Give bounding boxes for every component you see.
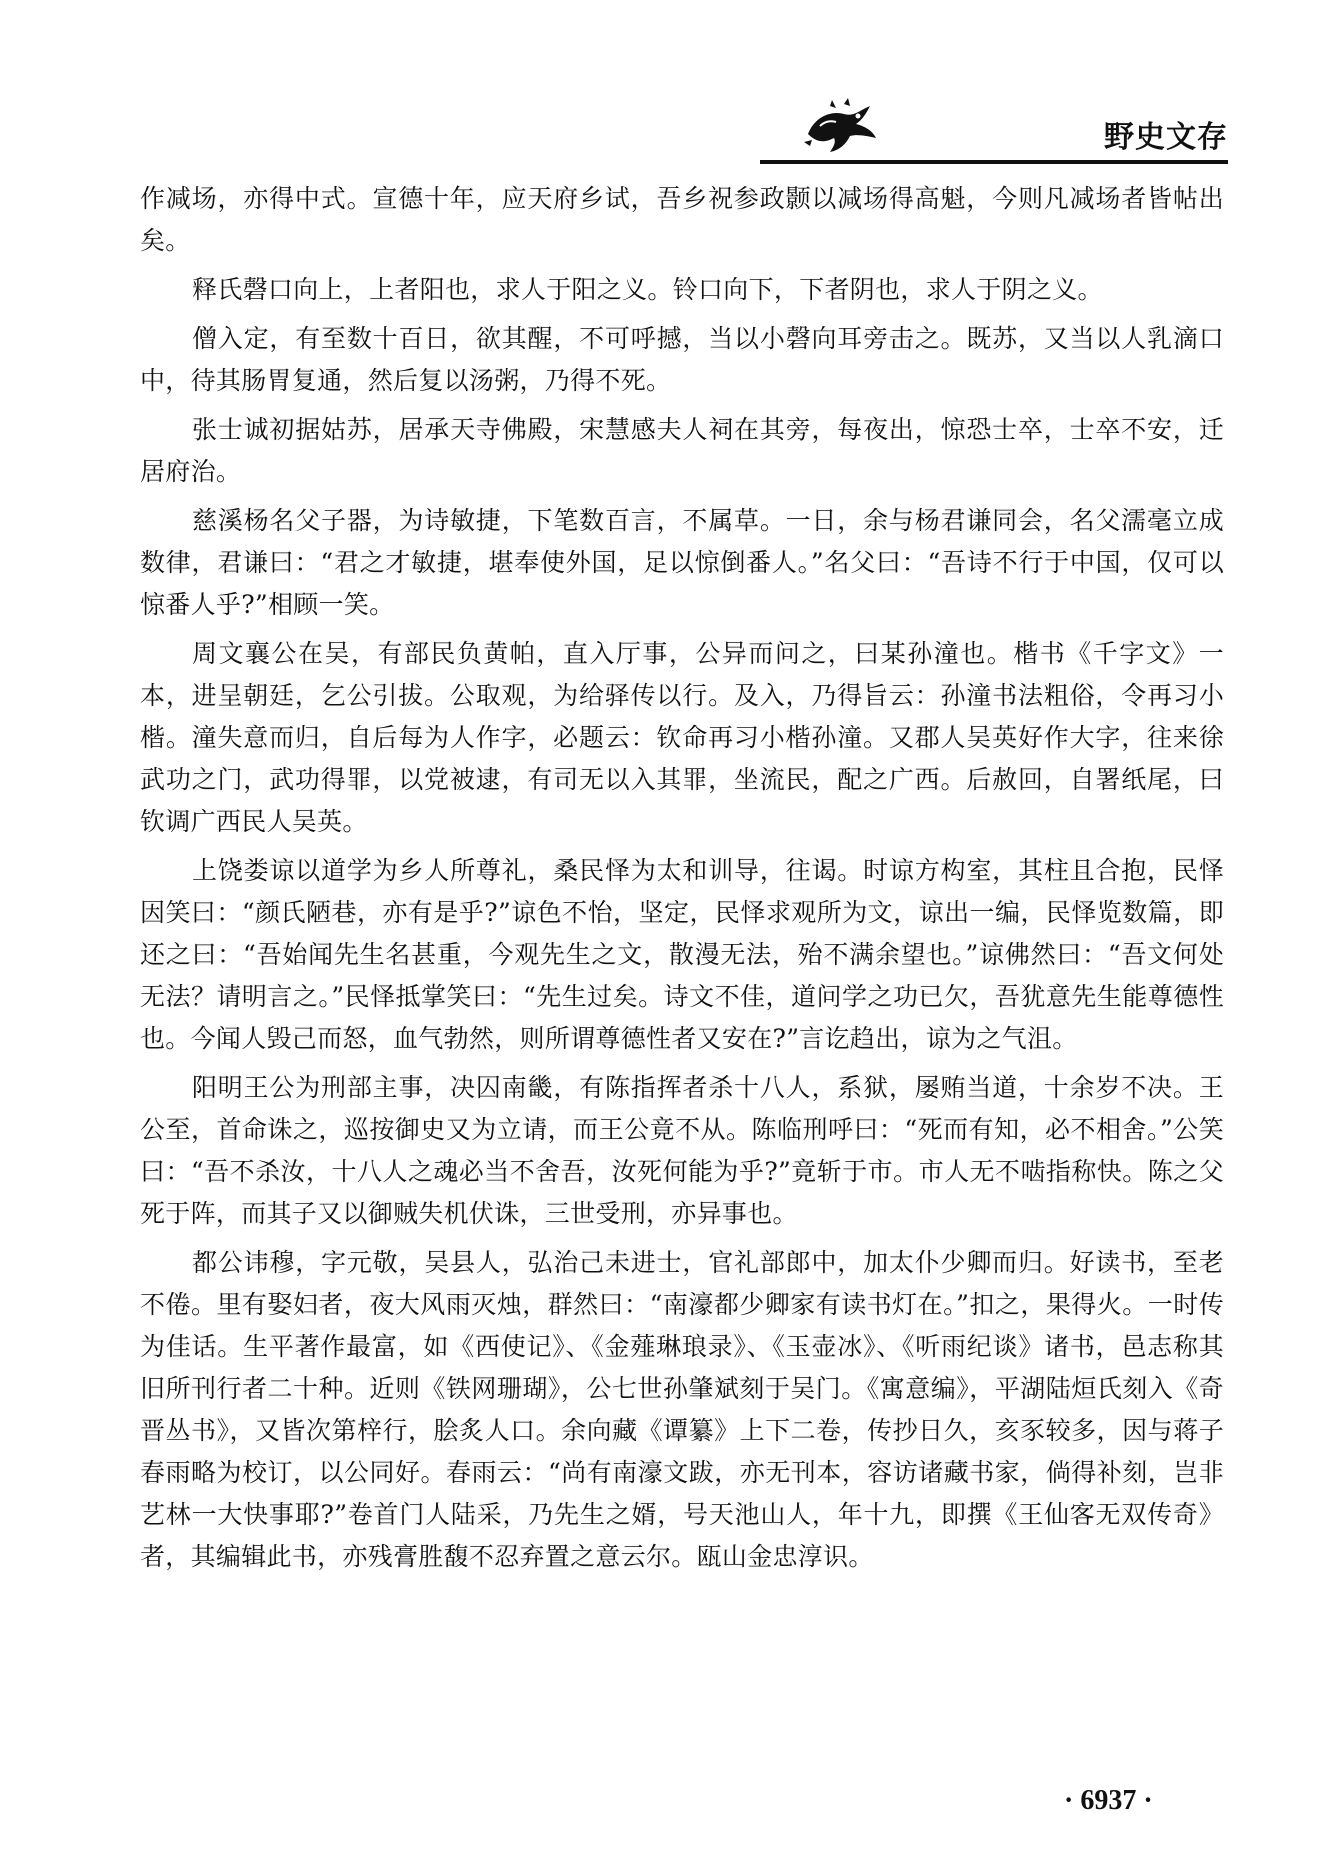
paragraph: 作减场，亦得中式。宣德十年，应天府乡试，吾乡祝参政颢以减场得高魁，今则凡减场者皆帖出矣。 [140, 184, 1224, 255]
page-header [0, 0, 1322, 180]
paragraph: 慈溪杨名父子器，为诗敏捷，下笔数百言，不属草。一日，余与杨君谦同会，名父濡毫立成数律，君谦曰：“君之才敏捷，堪奉使外国，足以惊倒番人。”名父曰：“吾诗不行于中国，仅可以惊番人乎?”相顾一笑。 [140, 506, 1224, 619]
dragon-emblem-icon [800, 96, 880, 156]
paragraph: 张士诚初据姑苏，居承天寺佛殿，宋慧感夫人祠在其旁，每夜出，惊恐士卒，士卒不安，迁居府治。 [140, 415, 1224, 486]
paragraph: 周文襄公在吴，有部民负黄帕，直入厅事，公异而问之，曰某孙潼也。楷书《千字文》一本，进呈朝廷，乞公引拔。公取观，为给驿传以行。及入，乃得旨云：孙潼书法粗俗，令再习小楷。潼失意而归，自后每为人作字，必题云：钦命再习小楷孙潼。又郡人吴英好作大字，往来徐武功之门，武功得罪，以党被逮，有司无以入其罪，坐流民，配之广西。后赦回，自署纸尾，曰钦调广西民人吴英。 [140, 639, 1224, 836]
paragraph: 阳明王公为刑部主事，决囚南畿，有陈指挥者杀十八人，系狱，屡贿当道，十余岁不决。王公至，首命诛之，巡按御史又为立请，而王公竟不从。陈临刑呼曰：“死而有知，必不相舍。”公笑曰：“吾不杀汝，十八人之魂必当不舍吾，汝死何能为乎?”竟斩于市。市人无不啮指称快。陈之父死于阵，而其子又以御贼失机伏诛，三世受刑，亦异事也。 [140, 1073, 1224, 1228]
paragraph: 僧入定，有至数十百日，欲其醒，不可呼撼，当以小磬向耳旁击之。既苏，又当以人乳滴口中，待其肠胃复通，然后复以汤粥，乃得不死。 [140, 324, 1224, 395]
paragraph: 都公讳穆，字元敬，吴县人，弘治己未进士，官礼部郎中，加太仆少卿而归。好读书，至老不倦。里有娶妇者，夜大风雨灭烛，群然曰：“南濠都少卿家有读书灯在。”扣之，果得火。一时传为佳话。生平著作最富，如《西使记》、《金薤琳琅录》、《玉壶冰》、《听雨纪谈》诸书，邑志称其旧所刊行者二十种。近则《铁网珊瑚》，公七世孙肇斌刻于吴门。《寓意编》，平湖陆烜氏刻入《奇晋丛书》，又皆次第梓行，脍炙人口。余向藏《谭纂》上下二卷，传抄日久，亥豕较多，因与蒋子春雨略为校订，以公同好。春雨云：“尚有南濠文跋，亦无刊本，容访诸藏书家，倘得补刻，岂非艺林一大快事耶?”卷首门人陆采，乃先生之婿，号天池山人，年十九，即撰《王仙客无双传奇》者，其编辑此书，亦残膏胜馥不忍弃置之意云尔。瓯山金忠淳识。 [140, 1248, 1224, 1571]
main-text [140, 178, 1224, 1585]
page-number: · 6937 · [1064, 1785, 1153, 1816]
header-rule [760, 160, 1228, 164]
paragraph: 释氏磬口向上，上者阳也，求人于阳之义。铃口向下，下者阴也，求人于阴之义。 [192, 275, 1103, 304]
paragraph: 上饶娄谅以道学为乡人所尊礼，桑民怿为太和训导，往谒。时谅方构室，其柱且合抱，民怿因笑曰：“颜氏陋巷，亦有是乎?”谅色不怡，坚定，民怿求观所为文，谅出一编，民怿览数篇，即还之曰：“吾始闻先生名甚重，今观先生之文，散漫无法，殆不满余望也。”谅佛然曰：“吾文何处无法？请明言之。”民怿抵掌笑曰：“先生过矣。诗文不佳，道问学之功已欠，吾犹意先生能尊德性也。今闻人毁己而怒，血气勃然，则所谓尊德性者又安在?”言讫趋出，谅为之气沮。 [140, 856, 1224, 1053]
running-header-title: 野史文存 [1104, 120, 1228, 155]
